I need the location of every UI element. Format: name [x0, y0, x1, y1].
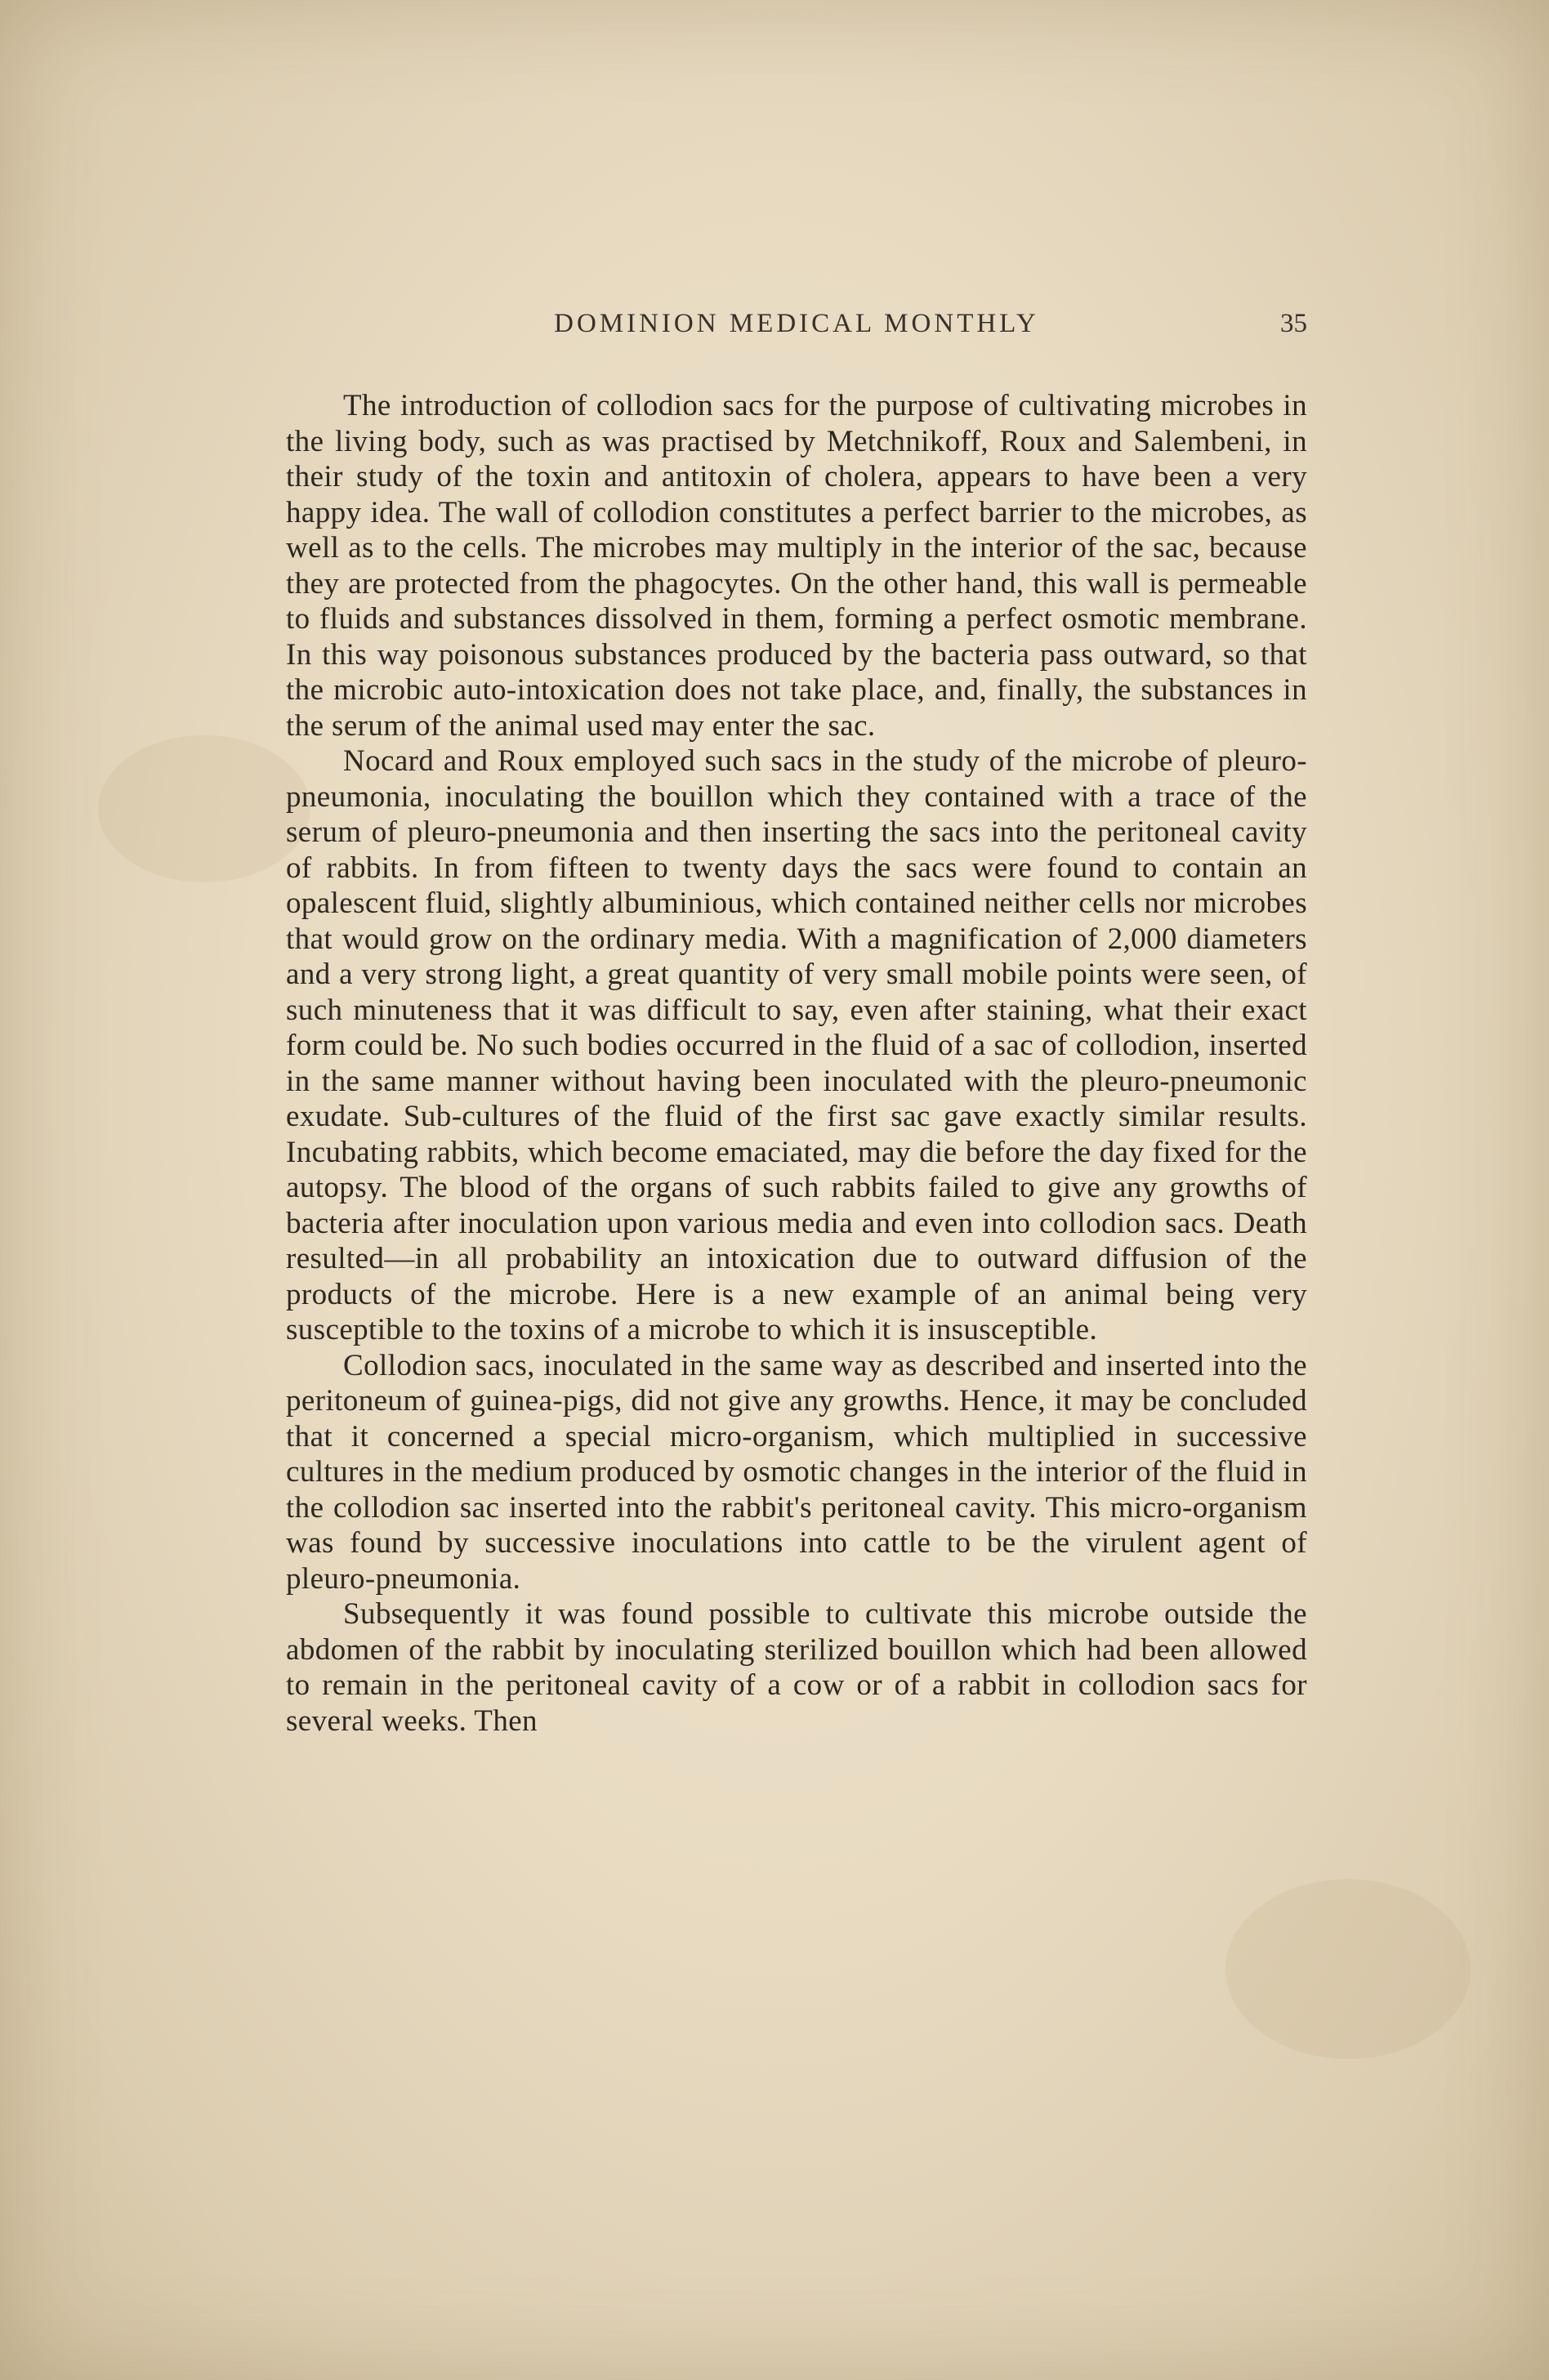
paper-stain: [98, 735, 310, 882]
paragraph: Collodion sacs, inoculated in the same way as described and inserted into the peritoneum of guinea-pigs, did not give any growths. Hence, it may be concluded that it concerned a special micro-organism, which multiplied in successive cultures in the medium produced by osmotic changes in the interior of the fluid in the collodion sac inserted into the rabbit's peritoneal cavity. This micro-organism was found by successive inoculations into cattle to be the virulent agent of pleuro-pneumonia.: [286, 1348, 1307, 1596]
paragraph: Subsequently it was found possible to cultivate this microbe outside the abdomen of the rabbit by inoculating sterilized bouillon which had been allowed to remain in the peritoneal cavity of a cow or of a rabbit in collodion sacs for several weeks. Then: [286, 1597, 1307, 1738]
paper-stain: [1225, 1879, 1471, 2059]
paragraph: Nocard and Roux employed such sacs in the study of the microbe of pleuro-pneumonia, inoculating the bouillon which they contained with a trace of the serum of pleuro-pneumonia and then inserting the sacs into the peritoneal cavity of rabbits. In from fifteen to twenty days the sacs were found to contain an opalescent fluid, slightly albuminious, which contained neither cells nor microbes that would grow on the ordinary media. With a magnification of 2,000 diameters and a very strong light, a great quantity of very small mobile points were seen, of such minuteness that it was difficult to say, even after staining, what their exact form could be. No such bodies occurred in the fluid of a sac of collodion, inserted in the same manner without having been inoculated with the pleuro-pneumonic exudate. Sub-cultures of the fluid of the first sac gave exactly similar results. Incubating rabbits, which become emaciated, may die before the day fixed for the autopsy. The blood of the organs of such rabbits failed to give any growths of bacteria after inoculation upon various media and even into collodion sacs. Death resulted—in all probability an intoxication due to outward diffusion of the products of the microbe. Here is a new example of an animal being very susceptible to the toxins of a microbe to which it is insusceptible.: [286, 744, 1307, 1346]
page-header: [286, 309, 1307, 358]
page-number: 35: [1280, 309, 1307, 338]
article-body: [286, 388, 1307, 1739]
running-title: DOMINION MEDICAL MONTHLY: [554, 309, 1039, 338]
paragraph: The introduction of collodion sacs for the purpose of cultivating microbes in the living body, such as was practised by Metchnikoff, Roux and Salembeni, in their study of the toxin and antitoxin of cholera, appears to have been a very happy idea. The wall of collodion constitutes a perfect barrier to the microbes, as well as to the cells. The microbes may multiply in the interior of the sac, because they are protected from the phagocytes. On the other hand, this wall is permeable to fluids and substances dissolved in them, forming a perfect osmotic membrane. In this way poisonous substances produced by the bacteria pass outward, so that the microbic auto-intoxication does not take place, and, finally, the substances in the serum of the animal used may enter the sac.: [286, 389, 1307, 743]
